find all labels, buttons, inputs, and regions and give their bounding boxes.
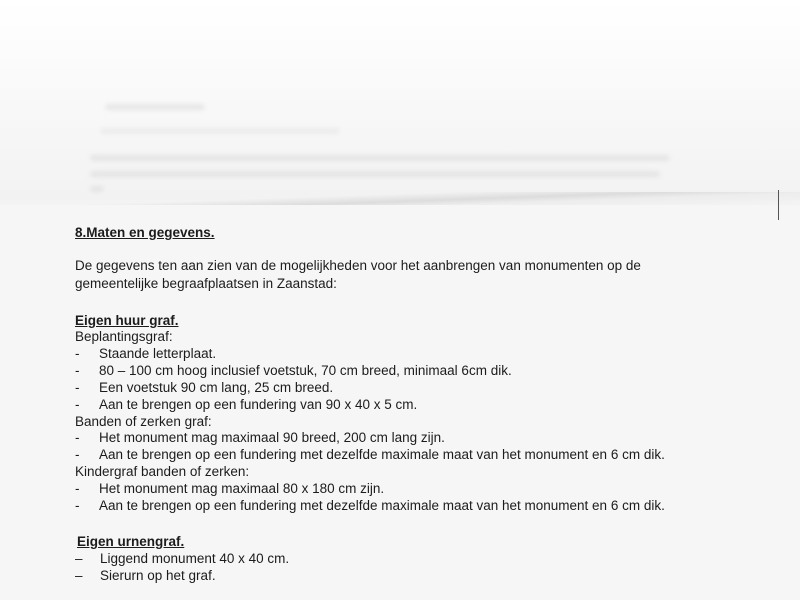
group-list bbox=[75, 346, 775, 414]
list-item-text: Liggend monument 40 x 40 cm. bbox=[100, 550, 290, 566]
list-item bbox=[75, 397, 775, 414]
bullet-dash: - bbox=[75, 396, 80, 412]
list-item bbox=[75, 380, 775, 397]
group-label: Banden of zerken graf: bbox=[75, 413, 212, 429]
bullet-dash: - bbox=[75, 498, 80, 514]
bullet-dash: - bbox=[75, 345, 80, 361]
list-item bbox=[75, 430, 775, 447]
list-item-text: Staande letterplaat. bbox=[99, 345, 217, 361]
list-item bbox=[75, 447, 775, 464]
urn-list bbox=[75, 550, 775, 585]
list-item-text: Aan te brengen op een fundering van 90 x 40 x 5 cm. bbox=[99, 396, 418, 412]
bullet-dash: - bbox=[75, 481, 80, 497]
list-item bbox=[75, 481, 775, 498]
group-label: Kindergraf banden of zerken: bbox=[75, 464, 250, 480]
ghost-text-line bbox=[90, 171, 660, 177]
list-item-text: 80 – 100 cm hoog inclusief voetstuk, 70 cm breed, minimaal 6cm dik. bbox=[99, 362, 512, 378]
bullet-dash: - bbox=[75, 379, 80, 395]
document-content bbox=[75, 224, 775, 585]
list-item bbox=[75, 346, 775, 363]
scan-edge-mark bbox=[778, 190, 779, 220]
list-item-text: Aan te brengen op een fundering met dezelfde maximale maat van het monument en 6 cm dik. bbox=[99, 447, 665, 463]
ghost-text-line bbox=[105, 104, 205, 110]
list-item bbox=[75, 363, 775, 380]
bullet-dash: - bbox=[75, 447, 80, 463]
bullet-dash: - bbox=[75, 362, 80, 378]
list-item bbox=[75, 550, 775, 568]
bullet-dash: – bbox=[75, 550, 83, 566]
bleed-through-area bbox=[0, 0, 800, 200]
list-item bbox=[75, 498, 775, 515]
section-heading: 8.Maten en gegevens. bbox=[75, 225, 215, 240]
list-item bbox=[75, 567, 775, 585]
intro-paragraph: De gegevens ten aan zien van de mogelijkheden voor het aanbrengen van monumenten op de gemeentelijke begraafplaatsen in Zaanstad: bbox=[75, 258, 641, 291]
list-item-text: Een voetstuk 90 cm lang, 25 cm breed. bbox=[99, 379, 334, 395]
list-item-text: Het monument mag maximaal 90 breed, 200 cm lang zijn. bbox=[99, 430, 445, 446]
group-label: Beplantingsgraf: bbox=[75, 329, 173, 344]
list-item-text: Aan te brengen op een fundering met dezelfde maximale maat van het monument en 6 cm dik. bbox=[99, 498, 665, 514]
list-item-text: Sierurn op het graf. bbox=[100, 568, 216, 584]
group-list bbox=[75, 430, 775, 464]
bullet-dash: - bbox=[75, 430, 80, 446]
eigen-urnengraf-title: Eigen urnengraf. bbox=[77, 533, 185, 549]
eigen-huur-graf-title: Eigen huur graf. bbox=[75, 313, 179, 328]
list-item-text: Het monument mag maximaal 80 x 180 cm zijn. bbox=[99, 481, 385, 497]
bullet-dash: – bbox=[75, 568, 83, 584]
ghost-text-line bbox=[90, 155, 670, 161]
group-list bbox=[75, 481, 775, 515]
ghost-text-line bbox=[100, 128, 340, 134]
